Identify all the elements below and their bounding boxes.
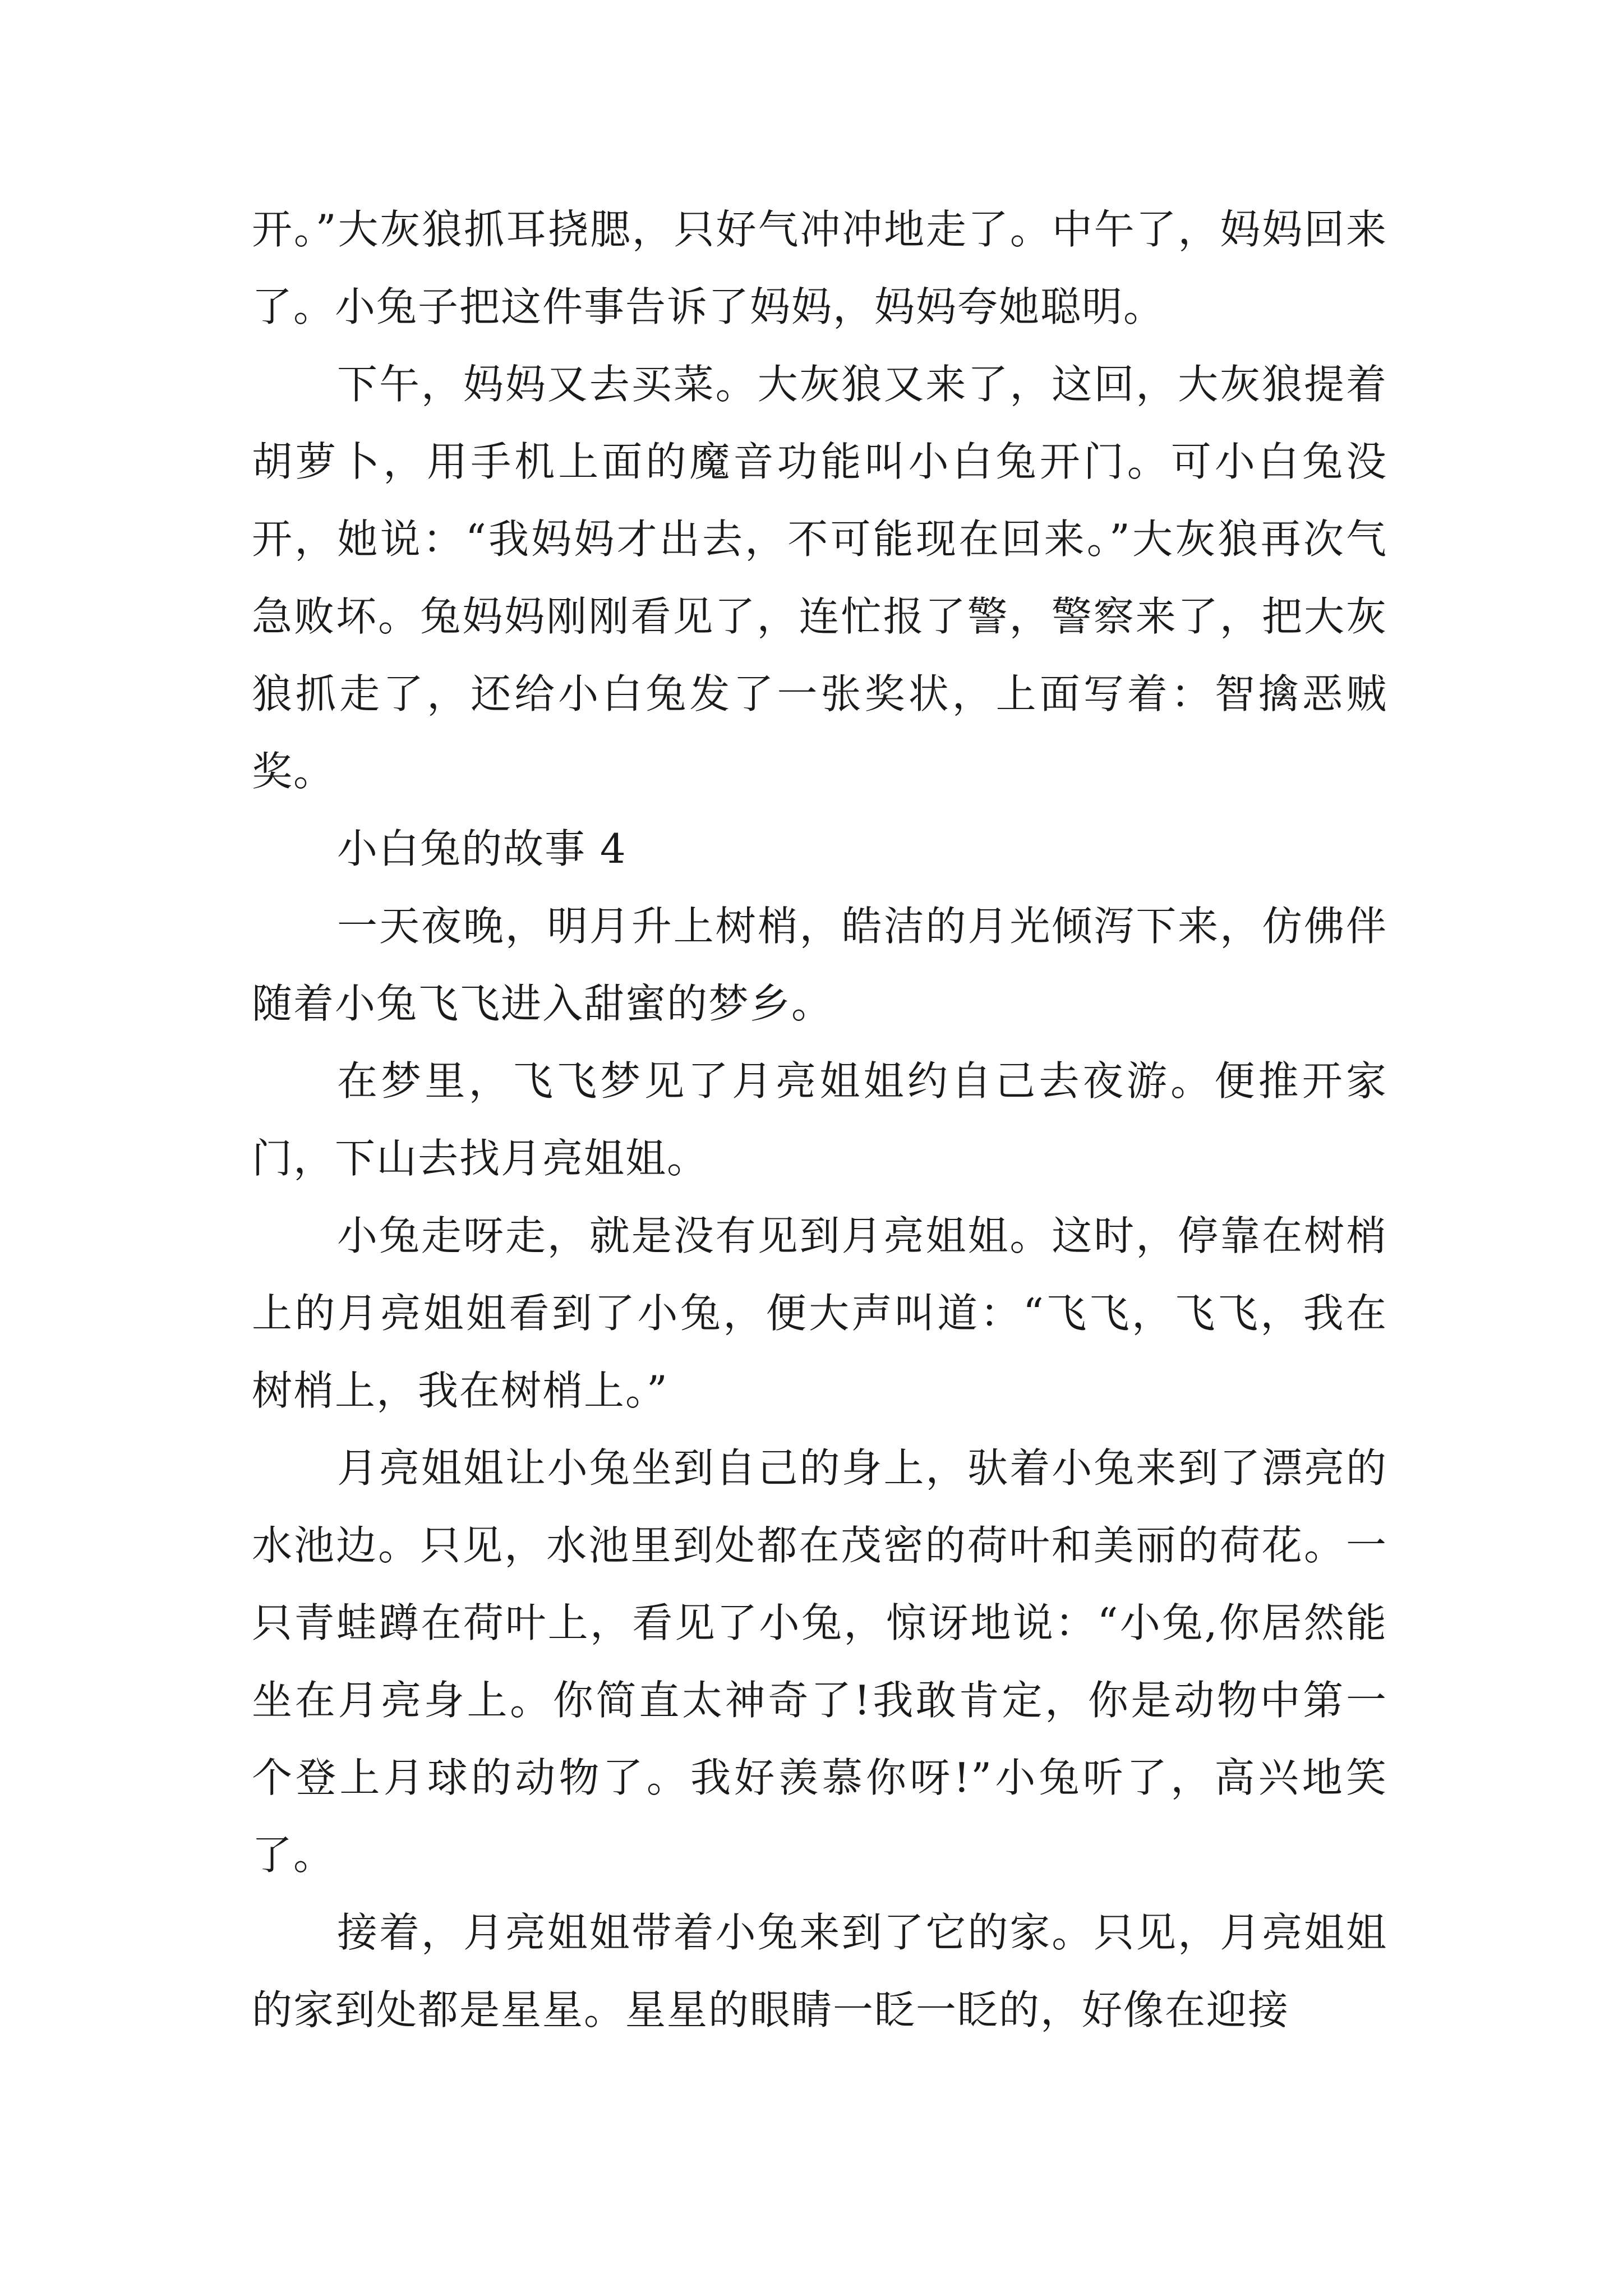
document-body [252, 191, 1387, 2049]
paragraph: 小兔走呀走，就是没有见到月亮姐姐。这时，停靠在树梢上的月亮姐姐看到了小兔，便大声叫道：“飞飞，飞飞，我在树梢上，我在树梢上。” [252, 1212, 1387, 1414]
paragraph: 一天夜晚，明月升上树梢，皓洁的月光倾泻下来，仿佛伴随着小兔飞飞进入甜蜜的梦乡。 [252, 903, 1387, 1027]
paragraph: 月亮姐姐让小兔坐到自己的身上，驮着小兔来到了漂亮的水池边。只见，水池里到处都在茂密的荷叶和美丽的荷花。一只青蛙蹲在荷叶上，看见了小兔，惊讶地说：“小兔,你居然能坐在月亮身上。你简直太神奇了!我敢肯定，你是动物中第一个登上月球的动物了。我好羡慕你呀!”小兔听了，高兴地笑了。 [252, 1444, 1387, 1879]
paragraph: 接着，月亮姐姐带着小兔来到了它的家。只见，月亮姐姐的家到处都是星星。星星的眼睛一眨一眨的，好像在迎接 [252, 1909, 1387, 2033]
paragraph: 下午，妈妈又去买菜。大灰狼又来了，这回，大灰狼提着胡萝卜，用手机上面的魔音功能叫小白兔开门。可小白兔没开，她说：“我妈妈才出去，不可能现在回来。”大灰狼再次气急败坏。兔妈妈刚刚看见了，连忙报了警，警察来了，把大灰狼抓走了，还给小白兔发了一张奖状，上面写着：智擒恶贼奖。 [252, 361, 1387, 795]
paragraph-continuation: 开。”大灰狼抓耳挠腮，只好气冲冲地走了。中午了，妈妈回来了。小兔子把这件事告诉了妈妈，妈妈夸她聪明。 [252, 206, 1387, 330]
section-heading: 小白兔的故事 4 [337, 825, 627, 872]
paragraph: 在梦里，飞飞梦见了月亮姐姐约自己去夜游。便推开家门，下山去找月亮姐姐。 [252, 1057, 1387, 1182]
